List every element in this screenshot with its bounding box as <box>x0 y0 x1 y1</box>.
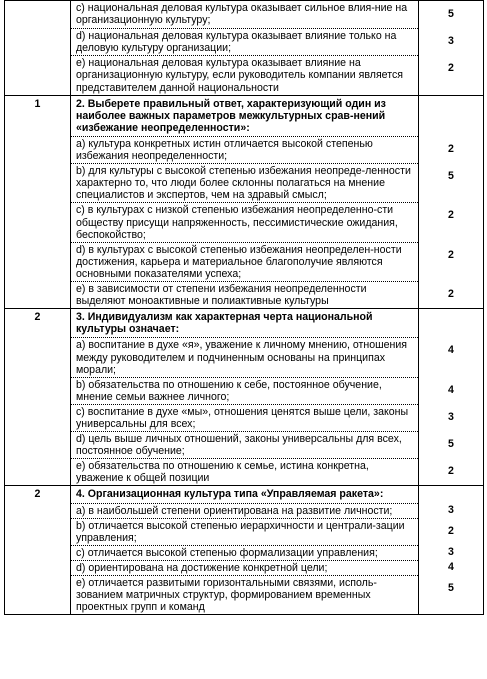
question-heading: 3. Индивидуализм как характерная черта национальной культуры означает: <box>76 311 373 336</box>
answer-option: d) ориентирована на достижение конкретной цели; <box>71 560 418 575</box>
question-row <box>5 95 484 309</box>
answer-option: e) в зависимости от степени избежания неопределенности выделяют моноактивные и полиактивные культуры <box>71 281 418 308</box>
question-number-cell: 1 <box>5 95 71 309</box>
answer-score: 4 <box>448 560 454 573</box>
answer-option: d) цель выше личных отношений, законы универсальны для всех, постоянное обучение; <box>71 431 418 458</box>
answer-option: a) воспитание в духе «я», уважение к личному мнению, отношения между руководителем и подчиненным основаны на принципах морали; <box>71 337 418 376</box>
answer-option: e) национальная деловая культура оказывает влияние на организационную культуру, если руководитель компании является представителем данной национальности <box>71 55 418 94</box>
answer-score: 2 <box>448 248 454 261</box>
score-cell <box>419 95 484 309</box>
answer-score: 3 <box>448 503 454 516</box>
answer-option: e) отличается развитыми горизонтальными связями, исполь-зованием матричных структур, формированием временных проектных групп и команд <box>71 575 418 614</box>
test-questions-table <box>4 0 484 615</box>
answer-score: 4 <box>448 344 454 357</box>
answer-score: 5 <box>448 438 454 451</box>
answer-score: 3 <box>448 35 454 48</box>
question-row <box>5 1 484 96</box>
answer-option: c) национальная деловая культура оказывает сильное влия-ние на организационную культуру; <box>76 2 408 27</box>
answer-option: c) воспитание в духе «мы», отношения ценятся выше цели, законы универсальны для всех; <box>71 404 418 431</box>
score-spacer <box>419 309 483 337</box>
score-cell <box>419 486 484 615</box>
question-text-cell <box>71 309 419 486</box>
answer-option: b) для культуры с высокой степенью избежания неопреде-ленности характерно то, что люди более склонны полагаться на мнение специалистов и экспертов, чем на здравый смысл; <box>71 163 418 202</box>
answer-option: d) национальная деловая культура оказывает влияние только на деловую культуру организации; <box>71 28 418 55</box>
answer-score: 3 <box>448 545 454 558</box>
question-number-cell: 2 <box>5 309 71 486</box>
question-heading: 4. Организационная культура типа «Управляемая ракета»: <box>76 488 384 501</box>
score-cell <box>419 1 484 96</box>
question-number-cell: 2 <box>5 486 71 615</box>
question-row <box>5 309 484 486</box>
answer-option: d) в культурах с высокой степенью избежания неопределен-ности достижения, карьера и материальное благополучие являются основными показателями успеха; <box>71 242 418 281</box>
question-heading: 2. Выберете правильный ответ, характеризующий один из наиболее важных параметров межкультурных срав-нений «избежание неопределенности»: <box>76 97 386 134</box>
answer-score: 2 <box>448 524 454 537</box>
answer-score: 5 <box>448 170 454 183</box>
score-cell <box>419 309 484 486</box>
table-body <box>5 1 484 615</box>
answer-option: b) обязательства по отношению к себе, постоянное обучение, мнение семьи важнее личного; <box>71 377 418 404</box>
question-text-cell <box>71 95 419 309</box>
answer-score: 2 <box>448 62 454 75</box>
answer-score: 5 <box>448 8 454 20</box>
answer-option: a) в наибольшей степени ориентирована на развитие личности; <box>71 503 418 518</box>
answer-score: 4 <box>448 383 454 396</box>
answer-score: 2 <box>448 142 454 155</box>
answer-option: c) отличается высокой степенью формализации управления; <box>71 545 418 560</box>
answer-score: 2 <box>448 209 454 222</box>
question-text-cell <box>71 1 419 96</box>
answer-option: a) культура конкретных истин отличается высокой степенью избежания неопределенности; <box>71 136 418 163</box>
answer-option: e) обязательства по отношению к семье, истина конкретна, уважение к общей позиции <box>71 458 418 485</box>
question-text-cell <box>71 486 419 615</box>
answer-score: 3 <box>448 410 454 423</box>
question-number-cell <box>5 1 71 96</box>
score-spacer <box>419 96 483 136</box>
answer-score: 5 <box>448 582 454 595</box>
answer-option: b) отличается высокой степенью иерархичности и централи-зации управления; <box>71 518 418 545</box>
answer-score: 2 <box>448 465 454 478</box>
answer-score: 2 <box>448 288 454 301</box>
score-spacer <box>419 486 483 502</box>
question-row <box>5 486 484 615</box>
answer-option: c) в культурах с низкой степенью избежания неопределенно-сти обществу присущи напряженность, пессимистические ожидания, беспокойство; <box>71 202 418 241</box>
